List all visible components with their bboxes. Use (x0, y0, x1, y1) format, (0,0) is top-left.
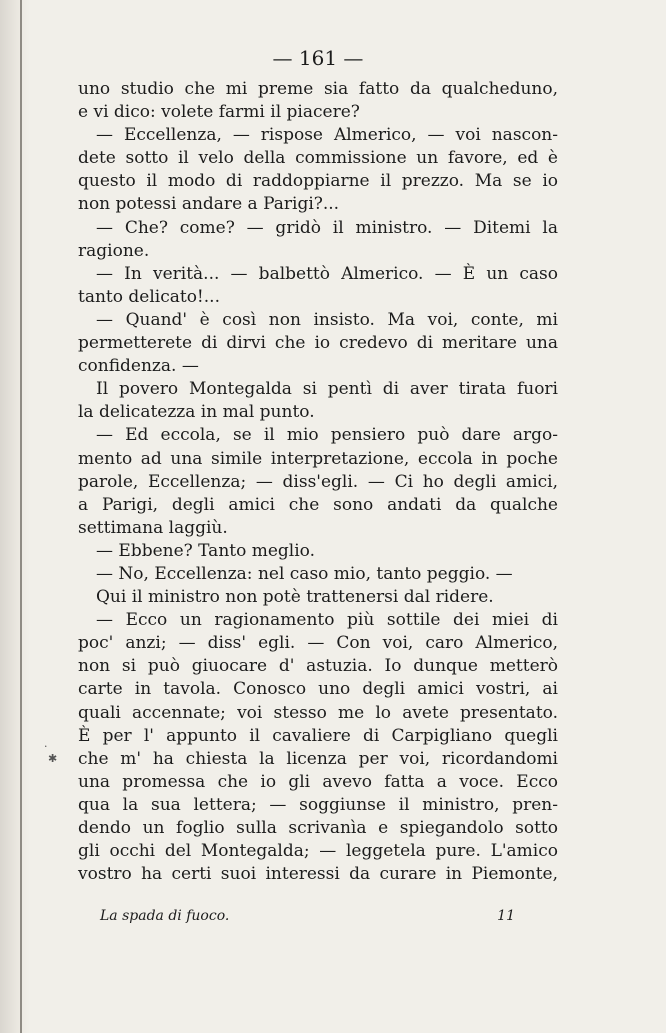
text-line: poc' anzi; — diss' egli. — Con voi, caro Almerico, (78, 633, 558, 654)
text-line: — Quand' è così non insisto. Ma voi, conte, mi (96, 309, 558, 330)
text-line: tanto delicato!... (78, 286, 220, 307)
text-line: che m' ha chiesta la licenza per voi, ricordandomi (78, 748, 558, 769)
text-line: ragione. (78, 240, 150, 261)
text-line: e vi dico: volete farmi il piacere? (78, 102, 360, 123)
page-binding-edge (0, 0, 30, 1033)
text-line: non potessi andare a Parigi?... (78, 194, 340, 215)
text-line: — No, Eccellenza: nel caso mio, tanto peggio. — (96, 563, 513, 584)
text-line: una promessa che io gli avevo fatta a voce. Ecco (78, 771, 558, 792)
text-line: confidenza. — (78, 356, 199, 377)
text-line: — Eccellenza, — rispose Almerico, — voi nascon- (96, 125, 558, 146)
text-line: carte in tavola. Conosco uno degli amici vostri, ai (78, 679, 558, 700)
text-line: questo il modo di raddoppiarne il prezzo. Ma se io (78, 171, 558, 192)
text-line: vostro ha certi suoi interessi da curare in Piemonte, (78, 864, 558, 885)
text-line: uno studio che mi preme sia fatto da qualcheduno, (78, 79, 558, 99)
text-line: parole, Eccellenza; — diss'egli. — Ci ho degli amici, (78, 471, 558, 492)
text-line: dendo un foglio sulla scrivanìa e spiegandolo sotto (78, 818, 558, 838)
text-line: — In verità... — balbettò Almerico. — È un caso (96, 263, 558, 284)
text-line: la delicatezza in mal punto. (78, 402, 315, 423)
page-footer (100, 908, 515, 924)
signature-mark: La spada di fuoco. (100, 908, 230, 924)
sheet-number: 11 (497, 908, 515, 924)
text-line: permetterete di dirvi che io credevo di meritare una (78, 333, 558, 354)
text-line: Qui il ministro non potè trattenersi dal ridere. (96, 587, 494, 608)
body-text (78, 78, 558, 886)
text-line: Il povero Montegalda si pentì di aver tirata fuori (96, 379, 558, 400)
text-line: mento ad una simile interpretazione, eccola in poche (78, 448, 558, 469)
text-line: non si può giuocare d' astuzia. Io dunque metterò (78, 656, 558, 677)
page-number-header: — 161 — (272, 46, 364, 70)
text-line: qua la sua lettera; — soggiunse il ministro, pren- (78, 794, 558, 815)
text-line: quali accennate; voi stesso me lo avete presentato. (78, 702, 558, 723)
text-line: a Parigi, degli amici che sono andati da qualche (78, 494, 558, 515)
text-line: — Ecco un ragionamento più sottile dei miei di (96, 610, 558, 631)
ink-speck: ✱ (48, 752, 58, 765)
text-line: È per l' appunto il cavaliere di Carpigliano quegli (78, 725, 558, 746)
book-page (78, 38, 558, 886)
text-line: — Ed eccola, se il mio pensiero può dare argo- (96, 425, 558, 446)
text-line: dete sotto il velo della commissione un favore, ed è (78, 148, 558, 169)
text-line: gli occhi del Montegalda; — leggetela pure. L'amico (78, 841, 558, 862)
text-line: settimana laggiù. (78, 517, 228, 538)
ink-speck: · (44, 740, 48, 753)
text-line: — Ebbene? Tanto meglio. (96, 540, 316, 561)
text-line: — Che? come? — gridò il ministro. — Ditemi la (96, 217, 558, 238)
